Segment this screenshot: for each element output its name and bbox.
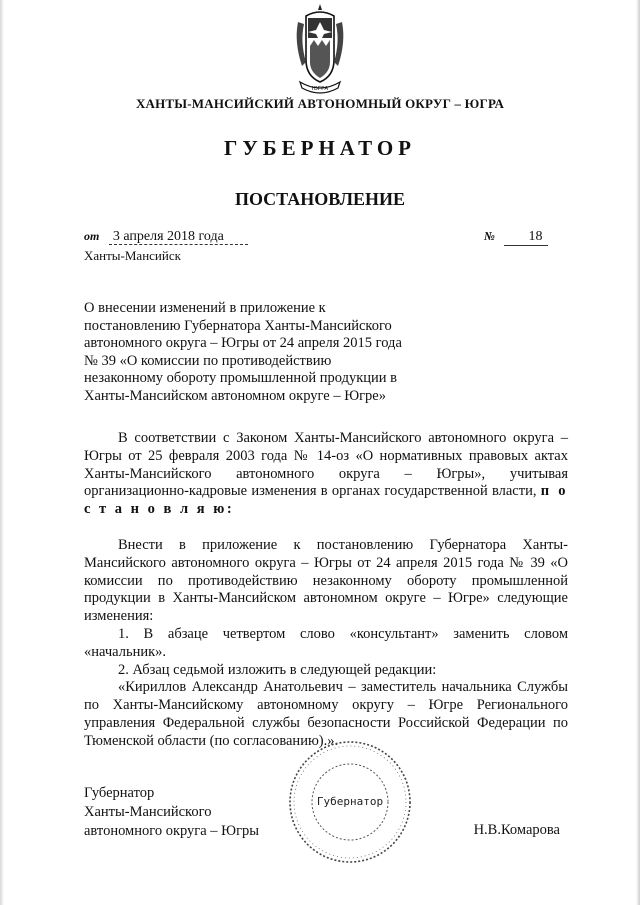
resolve-colon: : bbox=[226, 501, 235, 518]
date-prefix: от bbox=[84, 229, 100, 243]
authority-title: ГУБЕРНАТОР bbox=[223, 136, 417, 160]
signer-name: Н.В.Комарова bbox=[473, 822, 560, 838]
document-body bbox=[84, 430, 568, 751]
subject-line: О внесении изменений в приложение к bbox=[84, 300, 326, 316]
signature-title-line: автономного округа – Югры bbox=[84, 823, 260, 839]
stamp-text: Губернатор bbox=[316, 795, 384, 808]
coat-of-arms-icon bbox=[288, 2, 352, 98]
subject-line: автономного округа – Югры от 24 апреля 2015 года bbox=[84, 335, 402, 352]
resolve-word: п о с т а н о в л я ю bbox=[84, 483, 569, 518]
subject-line: постановлению Губернатора Ханты-Мансийского bbox=[84, 317, 392, 334]
subject-line: Ханты-Мансийском автономном округе – Югре» bbox=[84, 387, 386, 404]
region-header: ХАНТЫ-МАНСИЙСКИЙ АВТОНОМНЫЙ ОКРУГ – ЮГРА bbox=[135, 96, 505, 111]
item-2-paragraph: 2. Абзац седьмой изложить в следующей редакции: bbox=[118, 661, 437, 678]
document-subject bbox=[84, 300, 404, 406]
signature-title-line: Ханты-Мансийского bbox=[84, 804, 212, 820]
city: Ханты-Мансийск bbox=[84, 248, 181, 263]
subject-line: незаконному обороту промышленной продукции в bbox=[84, 370, 398, 387]
subject-line: № 39 «О комиссии по противодействию bbox=[84, 352, 332, 369]
date-line bbox=[84, 229, 248, 245]
official-stamp-icon bbox=[286, 738, 414, 866]
document-type-title: ПОСТАНОВЛЕНИЕ bbox=[234, 189, 406, 209]
preamble-paragraph bbox=[84, 430, 568, 519]
document-number: 18 bbox=[504, 229, 548, 246]
preamble-text: В соответствии с Законом Ханты-Мансийского автономного округа – Югры от 25 февраля 2003 года № 14-оз «О нормативных правовых актах Ханты-Мансийского автономного округа – Югры», учитывая организационно-кадровые изменения в органах государственной власти, bbox=[84, 430, 568, 500]
item-2-text-paragraph: «Кириллов Александр Анатольевич – заместитель начальника Службы по Ханты-Мансийскому автономному округу – Югре Регионального управления Федеральной службы безопасности Российской Федерации по Тюменской области (по согласованию).». bbox=[84, 679, 568, 749]
document-date: 3 апреля 2018 года bbox=[109, 229, 248, 245]
intro-paragraph: Внести в приложение к постановлению Губернатора Ханты-Мансийского автономного округа – Югры от 24 апреля 2015 года № 39 «О комиссии по противодействию незаконному обороту промышленной продукции в Ханты-Мансийском автономном округе – Югре» следующие изменения: bbox=[84, 536, 568, 625]
number-prefix: № bbox=[484, 229, 495, 243]
signature-block bbox=[84, 784, 259, 841]
item-1-paragraph: 1. В абзаце четвертом слово «консультант» заменить словом «начальник». bbox=[84, 625, 568, 660]
number-line bbox=[484, 229, 548, 246]
emblem-ribbon-text: ЮГРА bbox=[311, 86, 329, 92]
signature-title-line: Губернатор bbox=[84, 785, 155, 801]
